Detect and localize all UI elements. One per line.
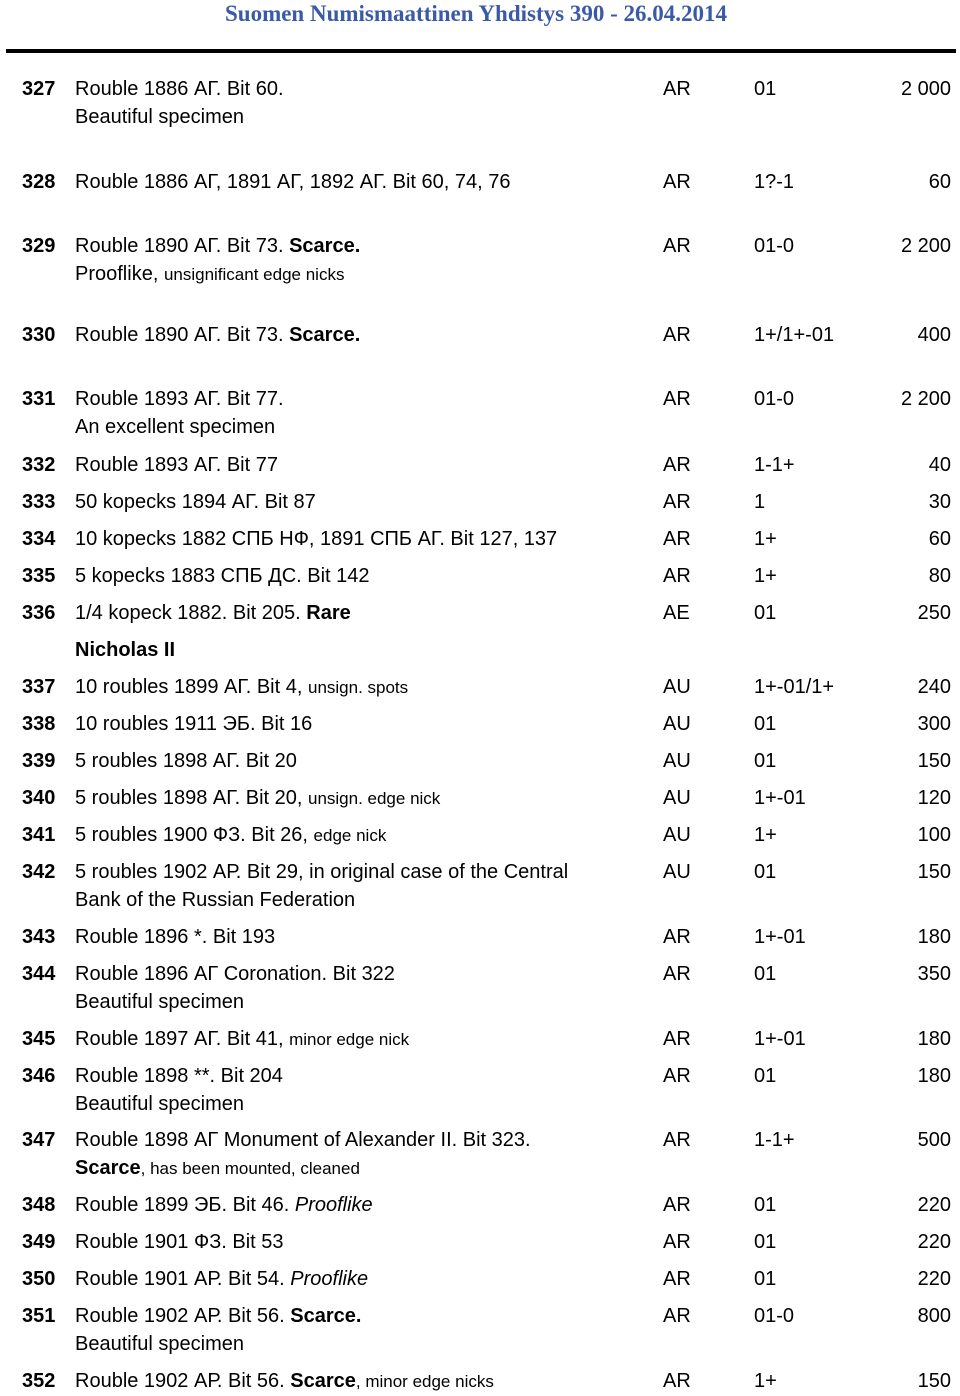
condition-note: , minor edge nicks	[355, 1372, 494, 1391]
lot-grade: 01	[754, 1194, 777, 1216]
lot-price: 250	[917, 602, 951, 624]
lot-description	[75, 747, 655, 775]
lot-description	[75, 858, 655, 914]
lot-metal: AR	[663, 454, 691, 476]
description-text: 5 roubles 1902 АР. Bit 29, in original case of the Central	[75, 861, 569, 883]
lot-metal: AE	[663, 602, 690, 624]
description-line-2: Beautiful specimen	[75, 1093, 244, 1115]
lot-metal: AR	[663, 324, 691, 346]
description-text: Rouble 1898 **. Bit 204	[75, 1065, 283, 1087]
description-text: Rouble 1896 *. Bit 193	[75, 926, 276, 948]
description-text: 5 roubles 1900 ФЗ. Bit 26,	[75, 824, 314, 846]
lot-price: 800	[917, 1305, 951, 1327]
prooflike-text: Prooflike	[294, 1194, 373, 1216]
emphasis-text: Scarce	[290, 1370, 356, 1392]
lot-number: 339	[22, 750, 56, 772]
lot-grade: 1?-1	[754, 171, 795, 193]
lot-metal: AR	[663, 565, 691, 587]
lot-metal: AU	[663, 750, 691, 772]
description-text: 5 roubles 1898 АГ. Bit 20	[75, 750, 297, 772]
lot-number: 328	[22, 171, 56, 193]
lot-number: 348	[22, 1194, 56, 1216]
lot-description	[75, 75, 655, 131]
description-text: Rouble 1893 АГ. Bit 77.	[75, 388, 284, 410]
lot-grade: 1	[754, 491, 766, 513]
lot-metal: AR	[663, 963, 691, 985]
description-text: Rouble 1886 АГ. Bit 60.	[75, 78, 284, 100]
lot-number: 332	[22, 454, 56, 476]
emphasis-text: Rare	[306, 602, 351, 624]
lot-metal: AR	[663, 1129, 691, 1151]
lot-grade: 1+/1+-01	[754, 324, 835, 346]
description-text: 10 kopecks 1882 СПБ НФ, 1891 СПБ АГ. Bit 127, 137	[75, 528, 558, 550]
lot-number: 342	[22, 861, 56, 883]
lot-description	[75, 960, 655, 1016]
lot-grade: 1+	[754, 1370, 777, 1392]
lot-price: 100	[917, 824, 951, 846]
page-header	[0, 0, 960, 28]
lot-description	[75, 710, 655, 738]
lot-price: 400	[917, 324, 951, 346]
lot-description	[75, 821, 655, 850]
description-line-2: Bank of the Russian Federation	[75, 889, 356, 911]
lot-description	[75, 451, 655, 479]
lot-metal: AR	[663, 1231, 691, 1253]
description-text: Rouble 1899 ЭБ. Bit 46.	[75, 1194, 295, 1216]
description-line-2	[75, 260, 655, 289]
condition-note: edge nick	[313, 826, 387, 845]
lot-description	[75, 1126, 655, 1183]
lot-grade: 01	[754, 1268, 777, 1290]
description-line-2: Beautiful specimen	[75, 991, 244, 1013]
lot-number: 340	[22, 787, 56, 809]
lot-grade: 1+-01	[754, 787, 806, 809]
lot-price: 220	[917, 1194, 951, 1216]
lot-grade: 01	[754, 602, 777, 624]
description-text: Rouble 1893 АГ. Bit 77	[75, 454, 278, 476]
description-line-2: Beautiful specimen	[75, 106, 244, 128]
lot-metal: AR	[663, 78, 691, 100]
description-text: Rouble 1898 АГ Monument of Alexander II. Bit 323.	[75, 1129, 531, 1151]
lot-number: 344	[22, 963, 56, 985]
lot-description	[75, 1062, 655, 1118]
lot-metal: AU	[663, 676, 691, 698]
description-text: 1/4 kopeck 1882. Bit 205.	[75, 602, 307, 624]
lot-metal: AU	[663, 861, 691, 883]
lot-metal: AR	[663, 235, 691, 257]
emphasis-text: Scarce.	[290, 1305, 362, 1327]
lot-price: 220	[917, 1268, 951, 1290]
lot-description	[75, 562, 655, 590]
lot-number: 345	[22, 1028, 56, 1050]
lot-grade: 01	[754, 78, 777, 100]
lot-grade: 1-1+	[754, 454, 795, 476]
lot-grade: 1+	[754, 565, 777, 587]
lot-price: 180	[917, 926, 951, 948]
lot-number: 333	[22, 491, 56, 513]
lot-number: 334	[22, 528, 56, 550]
lot-number: 351	[22, 1305, 56, 1327]
description-line-2	[75, 1154, 655, 1183]
lot-description	[75, 1025, 655, 1054]
lot-description	[75, 673, 655, 702]
lot-description	[75, 488, 655, 516]
description-line-2: Beautiful specimen	[75, 1333, 244, 1355]
lot-description	[75, 1302, 655, 1358]
lot-number: 350	[22, 1268, 56, 1290]
lot-grade: 01-0	[754, 388, 795, 410]
lot-number: 329	[22, 235, 56, 257]
lot-description	[75, 168, 655, 196]
lot-grade: 01	[754, 1065, 777, 1087]
lot-metal: AR	[663, 926, 691, 948]
lot-description	[75, 923, 655, 951]
emphasis-text: Scarce	[75, 1157, 141, 1179]
lot-grade: 01	[754, 1231, 777, 1253]
lot-grade: 1+-01	[754, 1028, 806, 1050]
lot-number: 341	[22, 824, 56, 846]
emphasis-text: Scarce.	[289, 324, 361, 346]
lot-metal: AR	[663, 528, 691, 550]
lot-price: 2 200	[900, 388, 951, 410]
description-text: 10 roubles 1911 ЭБ. Bit 16	[75, 713, 313, 735]
description-text: Rouble 1902 АР. Bit 56.	[75, 1305, 291, 1327]
lot-grade: 1+-01	[754, 926, 806, 948]
condition-note: unsign. edge nick	[307, 789, 441, 808]
lot-metal: AU	[663, 713, 691, 735]
lot-number: 331	[22, 388, 56, 410]
description-text: Rouble 1902 АР. Bit 56.	[75, 1370, 291, 1392]
header-divider	[6, 49, 956, 53]
lot-number: 347	[22, 1129, 56, 1151]
lot-price: 2 000	[900, 78, 951, 100]
lot-price: 2 200	[900, 235, 951, 257]
lot-grade: 1+-01/1+	[754, 676, 835, 698]
lot-grade: 01-0	[754, 1305, 795, 1327]
lot-number: 349	[22, 1231, 56, 1253]
lot-grade: 1+	[754, 528, 777, 550]
description-text: 5 roubles 1898 АГ. Bit 20,	[75, 787, 308, 809]
lot-grade: 01	[754, 861, 777, 883]
description-text: 50 kopecks 1894 АГ. Bit 87	[75, 491, 316, 513]
description-line-2: An excellent specimen	[75, 416, 276, 438]
lot-metal: AU	[663, 787, 691, 809]
lot-number: 352	[22, 1370, 56, 1392]
lot-number: 346	[22, 1065, 56, 1087]
lot-metal: AR	[663, 1028, 691, 1050]
lot-grade: 01	[754, 963, 777, 985]
page-title: Suomen Numismaattinen Yhdistys 390 - 26.04.2014	[224, 1, 727, 26]
lot-price: 300	[917, 713, 951, 735]
condition-note: minor edge nick	[289, 1030, 410, 1049]
condition-note: unsignificant edge nicks	[163, 265, 345, 284]
lot-price: 120	[917, 787, 951, 809]
lot-grade: 01	[754, 750, 777, 772]
lot-price: 150	[917, 861, 951, 883]
lot-price: 150	[917, 1370, 951, 1392]
prooflike-text: Prooflike,	[75, 263, 164, 285]
description-text: Rouble 1890 АГ. Bit 73.	[75, 324, 290, 346]
lot-metal: AR	[663, 1305, 691, 1327]
lot-description	[75, 1228, 655, 1256]
emphasis-text: Scarce.	[289, 235, 361, 257]
description-text: 10 roubles 1899 АГ. Bit 4,	[75, 676, 308, 698]
lot-number: 336	[22, 602, 56, 624]
lot-description	[75, 1191, 655, 1219]
lot-number: 343	[22, 926, 56, 948]
description-text: Rouble 1890 АГ. Bit 73.	[75, 235, 290, 257]
lot-price: 30	[928, 491, 951, 513]
description-text: Rouble 1886 АГ, 1891 АГ, 1892 АГ. Bit 60, 74, 76	[75, 171, 511, 193]
lot-description	[75, 232, 655, 289]
lot-metal: AR	[663, 1268, 691, 1290]
lot-description	[75, 385, 655, 441]
lot-metal: AR	[663, 1065, 691, 1087]
lot-number: 338	[22, 713, 56, 735]
lot-metal: AR	[663, 1194, 691, 1216]
condition-note: unsign. spots	[307, 678, 409, 697]
lot-number: 330	[22, 324, 56, 346]
lot-grade: 1-1+	[754, 1129, 795, 1151]
lot-grade: 01-0	[754, 235, 795, 257]
lot-price: 60	[928, 171, 951, 193]
lot-number: 327	[22, 78, 56, 100]
lot-price: 180	[917, 1028, 951, 1050]
prooflike-text: Prooflike	[290, 1268, 369, 1290]
description-text: Rouble 1901 ФЗ. Bit 53	[75, 1231, 284, 1253]
lot-grade: 1+	[754, 824, 777, 846]
description-text: Rouble 1896 АГ Coronation. Bit 322	[75, 963, 395, 985]
lot-price: 500	[917, 1129, 951, 1151]
lot-price: 40	[928, 454, 951, 476]
lot-description	[75, 599, 655, 627]
lot-number: 337	[22, 676, 56, 698]
lot-description	[75, 1265, 655, 1293]
lot-description	[75, 784, 655, 813]
lot-price: 180	[917, 1065, 951, 1087]
lot-number: 335	[22, 565, 56, 587]
lot-price: 80	[928, 565, 951, 587]
lot-price: 150	[917, 750, 951, 772]
lot-price: 240	[917, 676, 951, 698]
condition-note: , has been mounted, cleaned	[140, 1159, 360, 1178]
lot-price: 60	[928, 528, 951, 550]
lot-description	[75, 525, 655, 553]
description-text: Rouble 1901 АР. Bit 54.	[75, 1268, 291, 1290]
lot-metal: AR	[663, 171, 691, 193]
lot-price: 350	[917, 963, 951, 985]
lot-grade: 01	[754, 713, 777, 735]
section-heading: Nicholas II	[75, 639, 176, 661]
lot-metal: AR	[663, 491, 691, 513]
lot-price: 220	[917, 1231, 951, 1253]
description-text: Rouble 1897 АГ. Bit 41,	[75, 1028, 290, 1050]
lot-metal: AU	[663, 824, 691, 846]
lot-metal: AR	[663, 388, 691, 410]
lot-metal: AR	[663, 1370, 691, 1392]
lot-description	[75, 321, 655, 349]
description-text: 5 kopecks 1883 СПБ ДС. Bit 142	[75, 565, 370, 587]
